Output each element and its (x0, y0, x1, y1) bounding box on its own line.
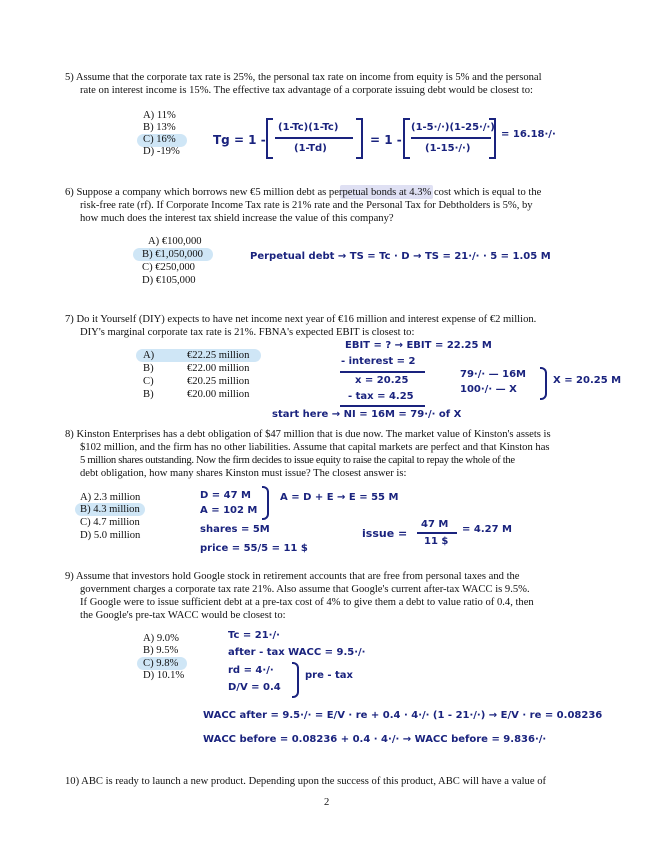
q5-hw-denominator-2: (1-15·/·) (425, 143, 471, 154)
q5-hw-bracket-right-1 (356, 118, 363, 159)
q8-option-d: D) 5.0 million (80, 530, 141, 541)
q5-hw-fraction-bar-1 (275, 137, 353, 139)
q5-stem-line-2: rate on interest income is 15%. The effective tax advantage of a corporate issuing debt would be closest to: (80, 85, 533, 96)
q6-option-a: A) €100,000 (148, 236, 202, 247)
q9-hw-rd: rd = 4·/· (228, 665, 274, 676)
q8-hw-issue-bar (417, 532, 457, 534)
q5-hw-denominator-1: (1-Td) (294, 143, 327, 154)
q9-hw-dv: D/V = 0.4 (228, 682, 281, 693)
q9-stem-line-2: government charges a corporate tax rate 21%. Also assume that Google's current after-tax WACC is 9.5%. (80, 584, 530, 595)
q5-hw-numerator-2: (1-5·/·)(1-25·/·) (411, 122, 495, 133)
q9-stem-line-3: If Google were to issue sufficient debt at a pre-tax cost of 4% to give them a debt to value ratio of 0.4, then (80, 597, 534, 608)
q9-hw-line-1: WACC after = 9.5·/· = E/V · re + 0.4 · 4·/· (1 - 21·/·) → E/V · re = 0.08236 (203, 710, 603, 721)
q8-hw-brace (262, 486, 269, 520)
q8-stem-line-3: 5 million shares outstanding. Now the firm decides to issue equity to raise the capital to repay the whole of the (80, 455, 515, 466)
q8-hw-price: price = 55/5 = 11 $ (200, 543, 308, 554)
q7-option-a-letter: A) (143, 350, 155, 361)
q5-hw-fraction-bar-2 (411, 137, 491, 139)
q7-hw-line-2: - interest = 2 (341, 356, 416, 367)
q6-stem-line-3: how much does the interest tax shield increase the value of this company? (80, 213, 394, 224)
q5-option-d: D) -19% (143, 146, 180, 157)
q7-stem-line-1: 7) Do it Yourself (DIY) expects to have net income next year of €16 million and interest expense of €2 million. (65, 314, 537, 325)
q6-hw-solution: Perpetual debt → TS = Tc · D → TS = 21·/· · 5 = 1.05 M (250, 251, 551, 262)
q8-hw-issue: issue = (362, 527, 408, 540)
q7-hw-ratio-2: 100·/· — X (460, 384, 517, 395)
q7-hw-ratio-1: 79·/· — 16M (460, 369, 526, 380)
q8-stem-line-1: 8) Kinston Enterprises has a debt obligation of $47 million that is due now. The market value of Kinston's assets is (65, 429, 551, 440)
q8-stem-line-4: debt obligation, how many shares Kinston must issue? The closest answer is: (80, 468, 407, 479)
q9-option-b: B) 9.5% (143, 645, 179, 656)
q9-hw-tc: Tc = 21·/· (228, 630, 280, 641)
q8-option-a: A) 2.3 million (80, 492, 141, 503)
q9-hw-after-tax: after - tax WACC = 9.5·/· (228, 647, 366, 658)
q9-stem-line-4: the Google's pre-tax WACC would be closest to: (80, 610, 286, 621)
q7-option-a-value: €22.25 million (187, 350, 250, 361)
q6-option-d: D) €105,000 (142, 275, 196, 286)
q5-option-a: A) 11% (143, 110, 176, 121)
q5-stem-line-1: 5) Assume that the corporate tax rate is 25%, the personal tax rate on income from equity is 5% and the personal (65, 72, 542, 83)
q7-hw-result: X = 20.25 M (553, 375, 622, 386)
q8-stem-line-2: $102 million, and the firm has no other liabilities. Assume that capital markets are perfect and that Kinston has (80, 442, 550, 453)
q8-option-c: C) 4.7 million (80, 517, 140, 528)
q5-option-b: B) 13% (143, 122, 176, 133)
q8-hw-equation: A = D + E → E = 55 M (280, 492, 399, 503)
q7-option-d-value: €20.00 million (187, 389, 250, 400)
q9-stem-line-1: 9) Assume that investors hold Google stock in retirement accounts that are free from personal taxes and the (65, 571, 520, 582)
q6-stem-part-b: at 4.3% cost which is equal to the (398, 187, 542, 198)
q6-option-b: B) €1,050,000 (142, 249, 203, 260)
q8-hw-issue-denominator: 11 $ (424, 536, 449, 547)
q5-hw-bracket-left-2 (403, 118, 410, 159)
q7-hw-line-5: start here → NI = 16M = 79·/· of X (272, 409, 462, 420)
q8-option-b: B) 4.3 million (80, 504, 140, 515)
q6-option-c: C) €250,000 (142, 262, 195, 273)
page-number: 2 (324, 797, 330, 808)
q7-option-b-value: €22.00 million (187, 363, 250, 374)
q7-hw-line-1: EBIT = ? → EBIT = 22.25 M (345, 340, 492, 351)
q8-hw-assets: A = 102 M (200, 505, 258, 516)
q5-hw-numerator-1: (1-Tc)(1-Tc) (278, 122, 339, 133)
q7-stem-line-2: DIY's marginal corporate tax rate is 21%. FBNA's expected EBIT is closest to: (80, 327, 415, 338)
q7-hw-brace (540, 367, 547, 400)
q7-hw-line-3: x = 20.25 (355, 375, 409, 386)
q7-option-b-letter: B) (143, 363, 154, 374)
q9-hw-pre-tax: pre - tax (305, 670, 353, 681)
q5-hw-bracket-left-1 (266, 118, 273, 159)
q5-hw-bracket-right-2 (489, 118, 496, 159)
q6-stem-part-a: 6) Suppose a company which borrows new €5 million debt as (65, 187, 329, 198)
q7-hw-bar-1 (340, 371, 425, 373)
q6-stem-highlighted: perpetual bonds (328, 187, 399, 198)
q7-option-d-letter: B) (143, 389, 154, 400)
q7-option-c-letter: C) (143, 376, 154, 387)
q5-option-c: C) 16% (143, 134, 176, 145)
q9-option-c: C) 9.8% (143, 658, 179, 669)
q7-hw-bar-2 (340, 405, 425, 407)
q7-hw-line-4: - tax = 4.25 (348, 391, 414, 402)
q9-hw-line-2: WACC before = 0.08236 + 0.4 · 4·/· → WACC before = 9.836·/· (203, 734, 547, 745)
q5-hw-result: = 16.18·/· (501, 129, 556, 140)
q10-stem: 10) ABC is ready to launch a new product. Depending upon the success of this product, ABC will have a value of (65, 776, 547, 787)
q8-hw-issue-result: = 4.27 M (462, 524, 512, 535)
q5-hw-equals: = 1 - (370, 133, 402, 147)
q8-hw-issue-numerator: 47 M (421, 519, 449, 530)
q9-hw-brace (292, 662, 299, 698)
q6-stem-line-1 (65, 186, 541, 199)
q6-stem-line-2: risk-free rate (rf). If Corporate Income Tax rate is 21% rate and the Personal Tax for Debtholders is 5%, by (80, 200, 533, 211)
q5-hw-lhs: Tg = 1 - (213, 133, 266, 147)
q7-option-c-value: €20.25 million (187, 376, 250, 387)
q9-option-a: A) 9.0% (143, 633, 179, 644)
q9-option-d: D) 10.1% (143, 670, 185, 681)
q8-hw-debt: D = 47 M (200, 490, 251, 501)
q8-hw-shares: shares = 5M (200, 524, 270, 535)
